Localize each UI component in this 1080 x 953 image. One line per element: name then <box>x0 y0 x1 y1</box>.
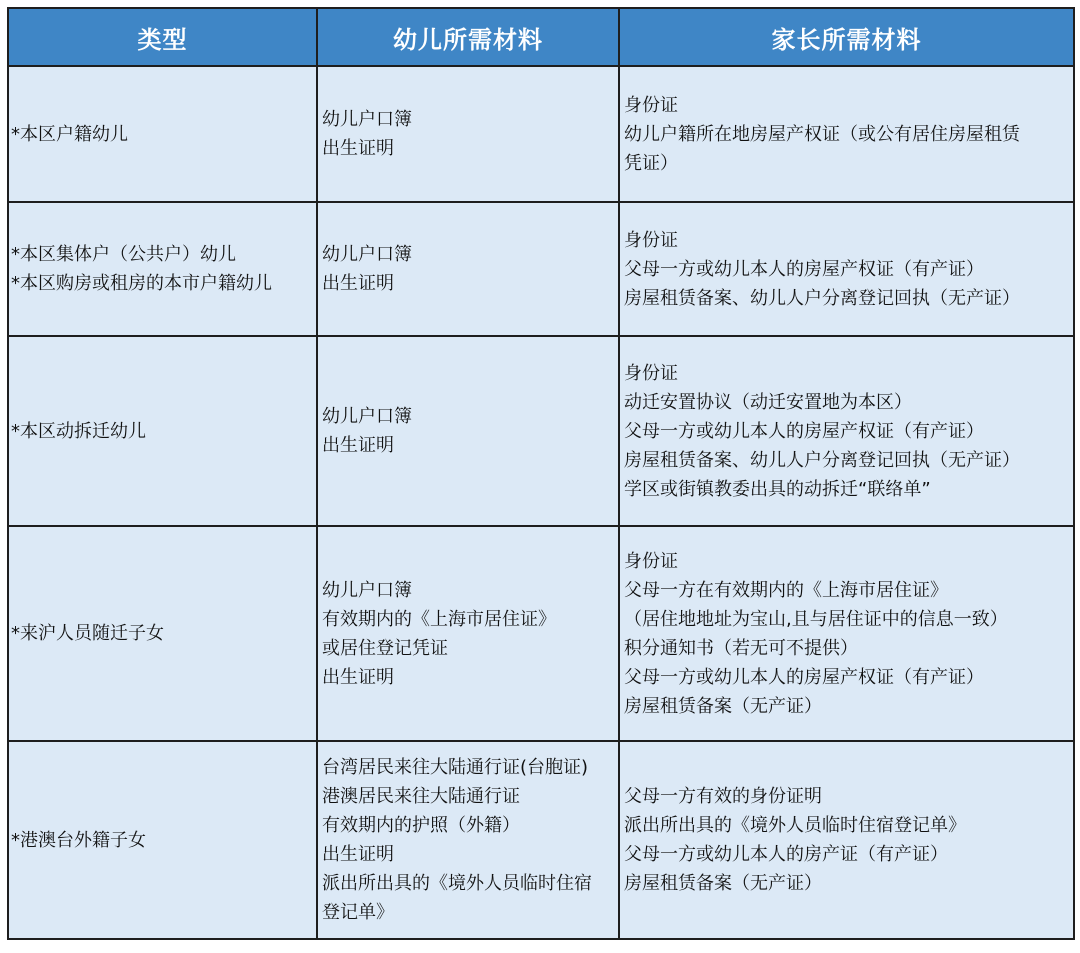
child-materials-cell <box>317 336 619 526</box>
child-materials-cell <box>317 66 619 202</box>
cell-line: 幼儿户口簿 <box>322 579 412 601</box>
type-cell <box>8 741 317 939</box>
cell-line: *本区动拆迁幼儿 <box>11 420 146 442</box>
child-materials-cell <box>317 741 619 939</box>
type-cell <box>8 526 317 741</box>
header-child-materials: 幼儿所需材料 <box>317 8 619 66</box>
cell-line: 幼儿户口簿 <box>322 406 412 427</box>
cell-line: 父母一方或幼儿本人的房屋产权证（有产证） <box>624 420 984 442</box>
cell-line: *港澳台外籍子女 <box>11 829 146 851</box>
cell-line: 出生证明 <box>322 844 394 865</box>
header-type: 类型 <box>8 8 317 66</box>
type-cell <box>8 202 317 336</box>
cell-line: 幼儿户籍所在地房屋产权证（或公有居住房屋租赁 <box>624 123 1020 145</box>
table-row <box>8 336 1074 526</box>
cell-line: 身份证 <box>624 229 678 251</box>
materials-table <box>7 7 1075 940</box>
cell-line: 台湾居民来往大陆通行证(台胞证) <box>322 757 589 778</box>
child-materials-cell <box>317 202 619 336</box>
cell-line: 父母一方或幼儿本人的房屋产权证（有产证） <box>624 666 984 688</box>
cell-line: 积分通知书（若无可不提供） <box>624 637 858 659</box>
parent-materials-cell <box>619 526 1074 741</box>
cell-line: *本区集体户（公共户）幼儿 <box>11 244 236 265</box>
cell-line: 房屋租赁备案（无产证） <box>624 873 822 894</box>
cell-line: 动迁安置协议（动迁安置地为本区） <box>624 391 912 413</box>
type-cell <box>8 336 317 526</box>
cell-line: 凭证） <box>624 152 678 174</box>
table-row <box>8 202 1074 336</box>
cell-line: 身份证 <box>624 550 678 572</box>
cell-line: 出生证明 <box>322 138 394 159</box>
cell-line: 父母一方或幼儿本人的房屋产权证（有产证） <box>624 258 984 280</box>
cell-line: 登记单》 <box>322 902 394 923</box>
table-row <box>8 66 1074 202</box>
cell-line: 港澳居民来往大陆通行证 <box>322 786 520 807</box>
cell-line: 派出所出具的《境外人员临时住宿 <box>322 873 592 894</box>
cell-line: 派出所出具的《境外人员临时住宿登记单》 <box>624 815 966 836</box>
child-materials-cell <box>317 526 619 741</box>
cell-line: 父母一方或幼儿本人的房产证（有产证） <box>624 844 948 865</box>
cell-line: 房屋租赁备案、幼儿人户分离登记回执（无产证） <box>624 449 1020 471</box>
cell-line: 出生证明 <box>322 435 394 456</box>
cell-line: 父母一方有效的身份证明 <box>624 786 822 807</box>
cell-line: 身份证 <box>624 94 678 116</box>
cell-line: 出生证明 <box>322 666 394 688</box>
cell-line: 出生证明 <box>322 273 394 294</box>
table-row <box>8 741 1074 939</box>
cell-line: 房屋租赁备案、幼儿人户分离登记回执（无产证） <box>624 287 1020 309</box>
cell-line: （居住地地址为宝山,且与居住证中的信息一致） <box>624 608 1008 630</box>
cell-line: *本区户籍幼儿 <box>11 123 128 145</box>
cell-line: *本区购房或租房的本市户籍幼儿 <box>11 273 272 294</box>
cell-line: 学区或街镇教委出具的动拆迁“联络单” <box>624 478 931 500</box>
cell-line: 幼儿户口簿 <box>322 244 412 265</box>
header-parent-materials: 家长所需材料 <box>619 8 1074 66</box>
cell-line: 或居住登记凭证 <box>322 637 448 659</box>
parent-materials-cell <box>619 741 1074 939</box>
cell-line: 有效期内的《上海市居住证》 <box>322 608 556 630</box>
parent-materials-cell <box>619 202 1074 336</box>
cell-line: 幼儿户口簿 <box>322 109 412 130</box>
cell-line: 房屋租赁备案（无产证） <box>624 695 822 717</box>
table-row <box>8 526 1074 741</box>
cell-line: 有效期内的护照（外籍） <box>322 815 520 836</box>
cell-line: 父母一方在有效期内的《上海市居住证》 <box>624 579 948 601</box>
cell-line: 身份证 <box>624 362 678 384</box>
parent-materials-cell <box>619 336 1074 526</box>
type-cell <box>8 66 317 202</box>
cell-line: *来沪人员随迁子女 <box>11 623 164 644</box>
parent-materials-cell <box>619 66 1074 202</box>
header-row <box>8 8 1074 66</box>
